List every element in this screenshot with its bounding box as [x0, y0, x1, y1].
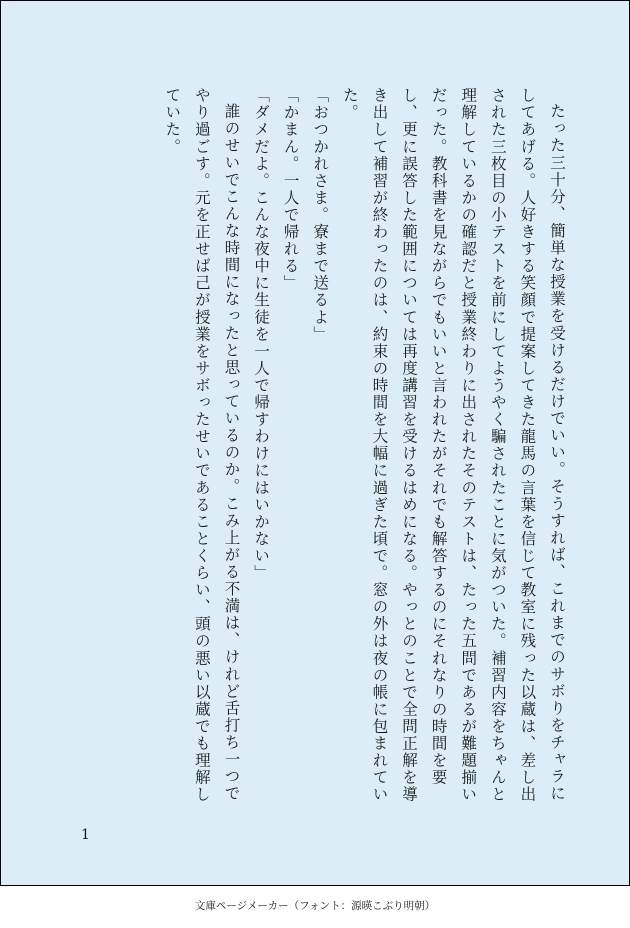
page-number: 1: [81, 827, 90, 843]
vertical-body-text: [157, 87, 571, 807]
paragraph-dialogue: 「かまん。一人で帰れる」: [281, 87, 300, 292]
paragraph-narration: 誰のせいでこんな時間になったと思っているのか。こみ上がる不満は、けれど舌打ち一つでやり過ごす。元を正せば己が授業をサボったせいであることくらい、頭の悪い以蔵でも理解していた。: [163, 87, 241, 804]
footer-credit: 文庫ページメーカー（フォント：源暎こぶり明朝）: [194, 900, 436, 912]
paragraph-dialogue: 「おつかれさま。寮まで送るよ」: [311, 87, 330, 343]
paragraph-dialogue: 「ダメだよ。こんな夜中に生徒を一人で帰すわけにはいかない」: [252, 87, 271, 582]
paragraph-narration: たった三十分、簡単な授業を受けるだけでいい。そうすれば、これまでのサボりをチャラにしてあげる。人好きする笑顔で提案してきた龍馬の言葉を信じて教室に残った以蔵は、差し出された三枚目の小テストを前にしてようやく騙されたことに気がついた。補習内容をちゃんと理解しているかの確認だと授業終わりに出されたそのテストは、たった五問であるが難題揃いだった。教科書を見ながらでもいいと言われたがそれでも解答するのにそれなりの時間を要し、更に誤答した範囲については再度講習を受けるはめになる。やっとのことで全問正解を導き出して補習が終わったのは、約束の時間を大幅に過ぎた頃で。窓の外は夜の帳に包まれていた。: [340, 87, 566, 804]
